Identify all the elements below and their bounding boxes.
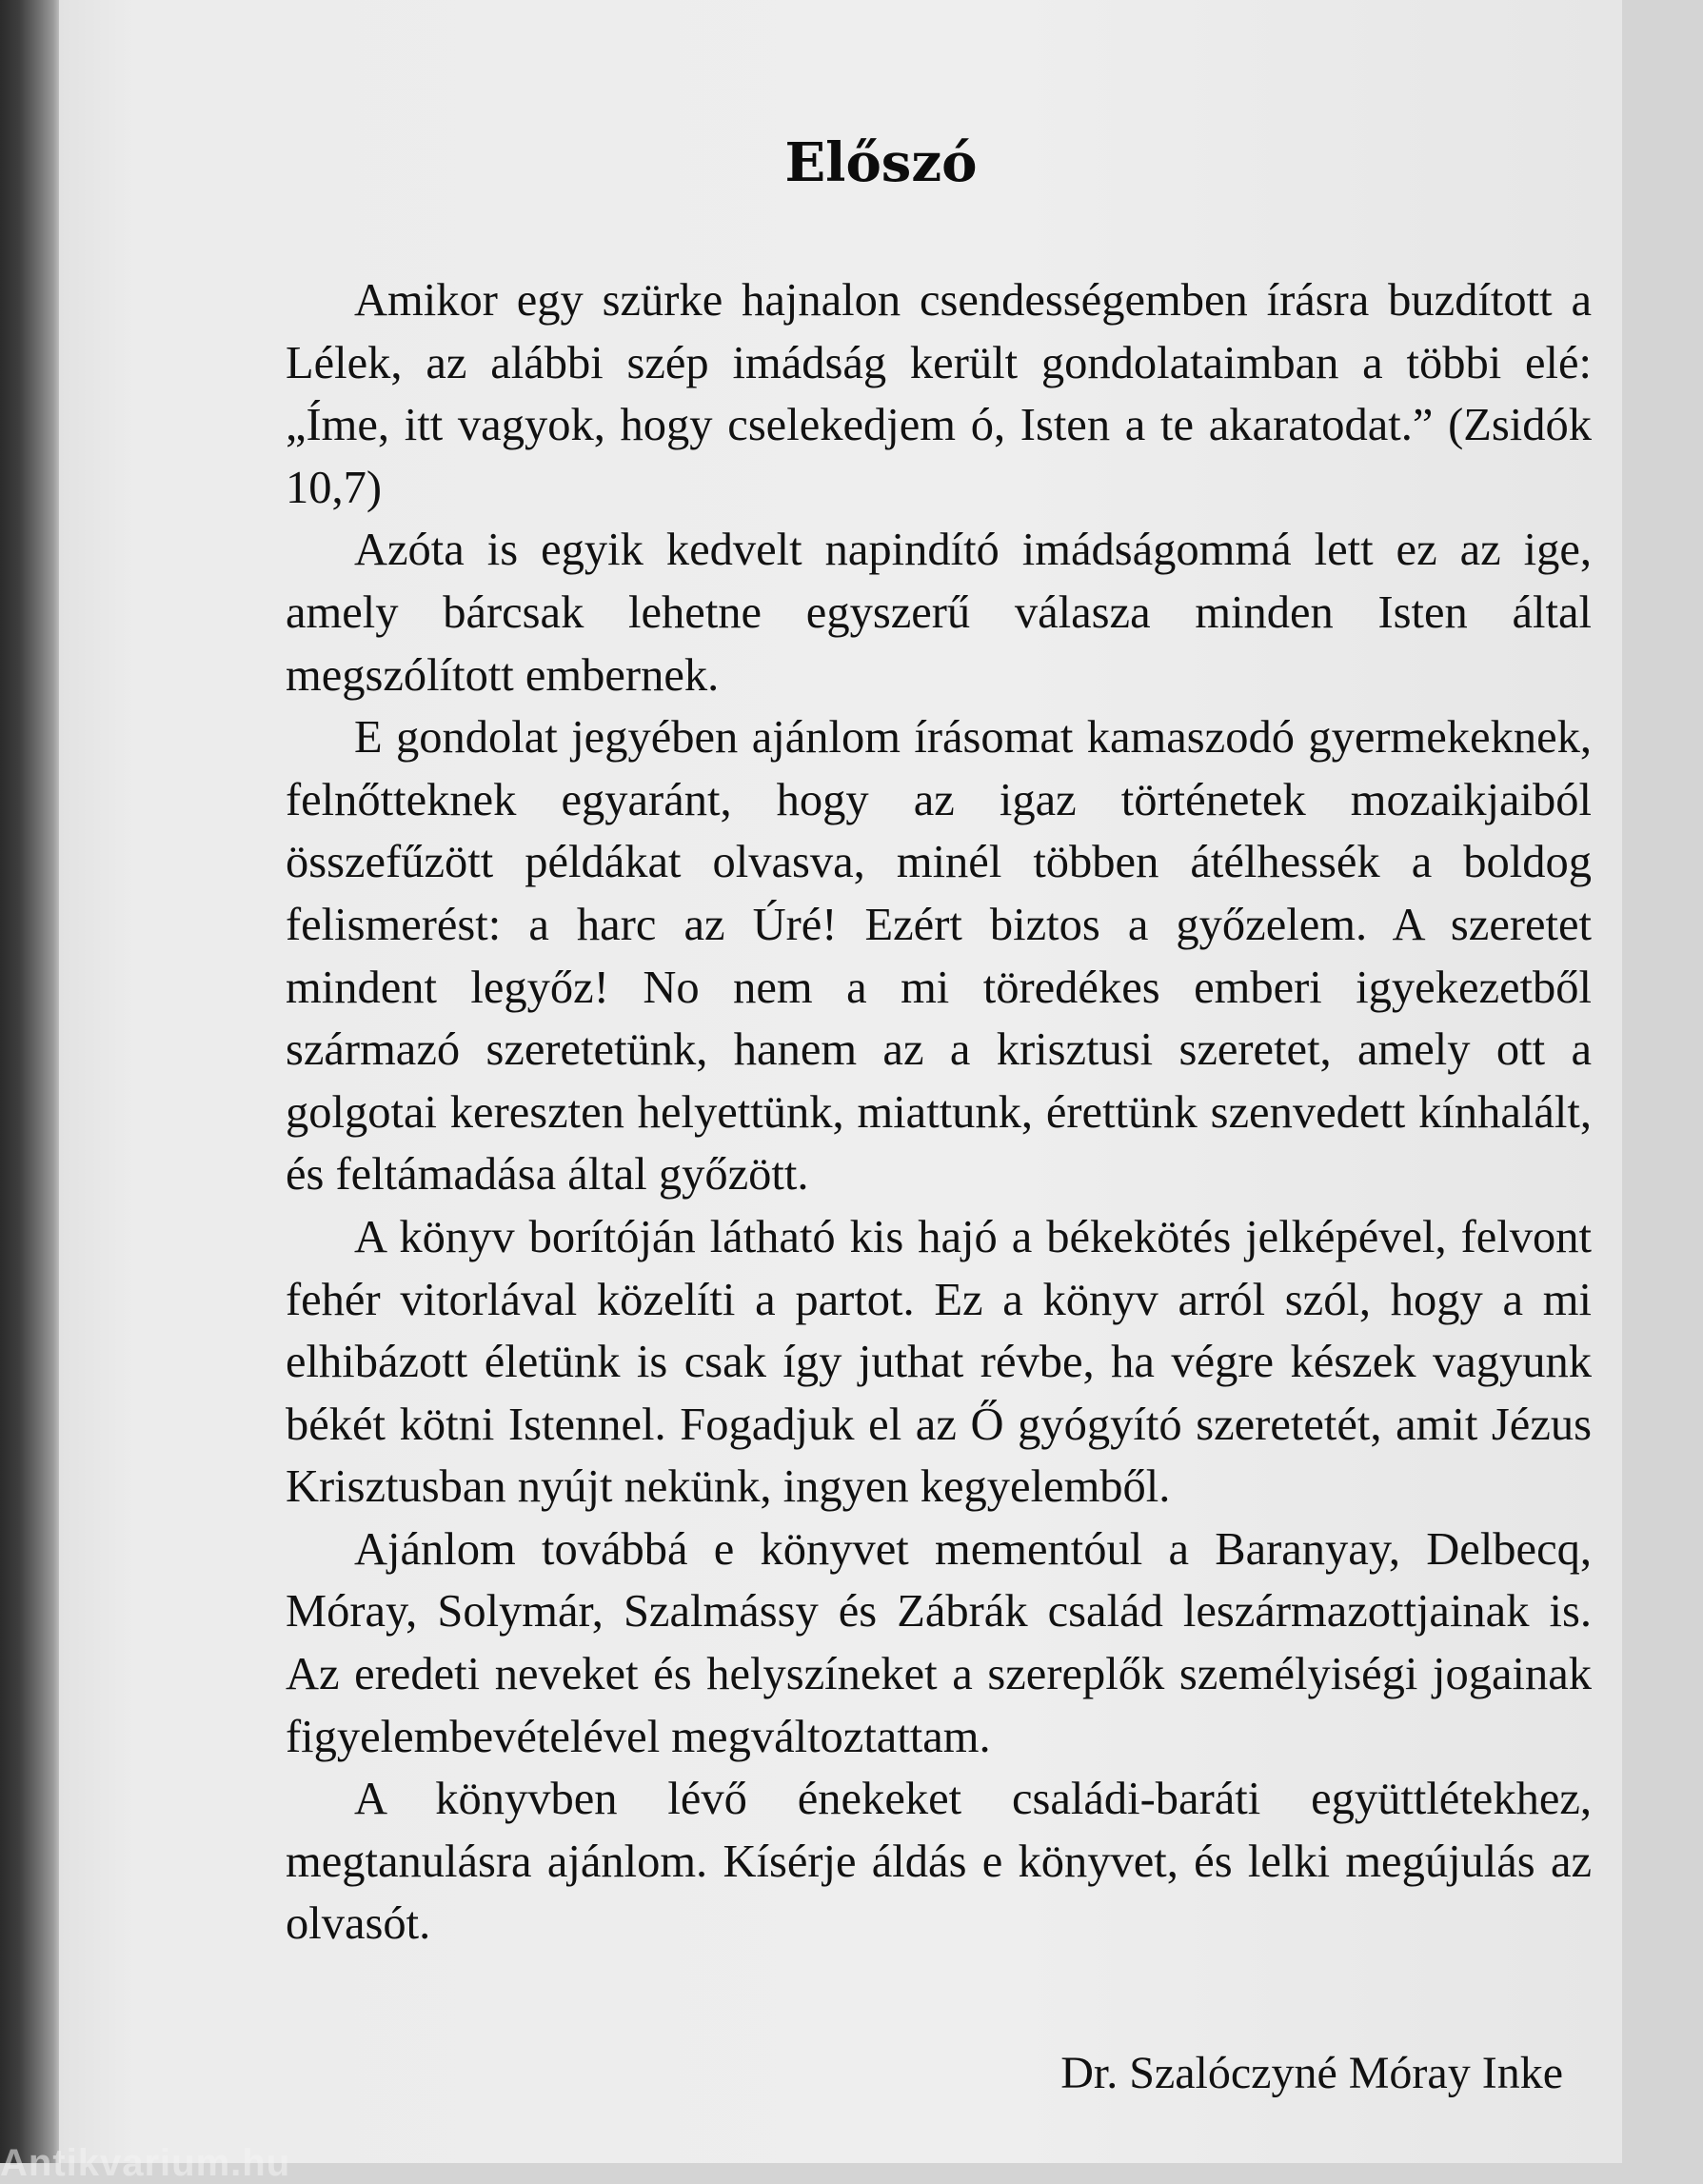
book-page bbox=[59, 0, 1622, 2163]
page-heading: Előszó bbox=[784, 131, 978, 194]
paragraph-1: Amikor egy szürke hajnalon csendességemben írásra buzdított a Lélek, az alábbi szép imádság került gondolataimban a többi elé: „Íme, itt vagyok, hogy cselekedjem ó, Isten a te akaratodat.” (Zsidók 10,7) bbox=[286, 275, 1592, 513]
book-binding-shadow bbox=[0, 0, 59, 2163]
author-signature: Dr. Szalóczyné Móray Inke bbox=[1060, 2048, 1563, 2098]
paragraph-4: A könyv borítóján látható kis hajó a békekötés jelképével, felvont fehér vitorlával közelíti a partot. Ez a könyv arról szól, hogy a mi elhibázott életünk is csak így juthat révbe, ha végre készek vagyunk békét kötni Istennel. Fogadjuk el az Ő gyógyító szeretetét, amit Jézus Krisztusban nyújt nekünk, ingyen kegyelemből. bbox=[286, 1211, 1592, 1513]
preface-body bbox=[286, 269, 1592, 1956]
watermark-text: Antikvarium.hu bbox=[0, 2142, 291, 2184]
paragraph-3: E gondolat jegyében ajánlom írásomat kamaszodó gyermekeknek, felnőtteknek egyaránt, hogy az igaz történetek mozaikjaiból összefűzött példákat olvasva, minél többen átélhessék a boldog felismerést: a harc az Úré! Ezért biztos a győzelem. A szeretet mindent legyőz! No nem a mi töredékes emberi igyekezetből származó szeretetünk, hanem az a krisztusi szeretet, amely ott a golgotai kereszten helyettünk, miattunk, érettünk szenvedett kínhalált, és feltámadása által győzött. bbox=[286, 712, 1592, 1201]
paragraph-5: Ajánlom továbbá e könyvet mementóul a Baranyay, Delbecq, Móray, Solymár, Szalmássy és Zábrák család leszármazottjainak is. Az eredeti neveket és helyszíneket a szereplők személyiségi jogainak figyelembevételével megváltoztattam. bbox=[286, 1523, 1592, 1762]
paragraph-2: Azóta is egyik kedvelt napindító imádságommá lett ez az ige, amely bárcsak lehetne egyszerű válasza minden Isten által megszólított embernek. bbox=[286, 525, 1592, 701]
paragraph-6: A könyvben lévő énekeket családi-baráti együttlétekhez, megtanulásra ajánlom. Kísérje áldás e könyvet, és lelki megújulás az olvasót. bbox=[286, 1774, 1592, 1950]
